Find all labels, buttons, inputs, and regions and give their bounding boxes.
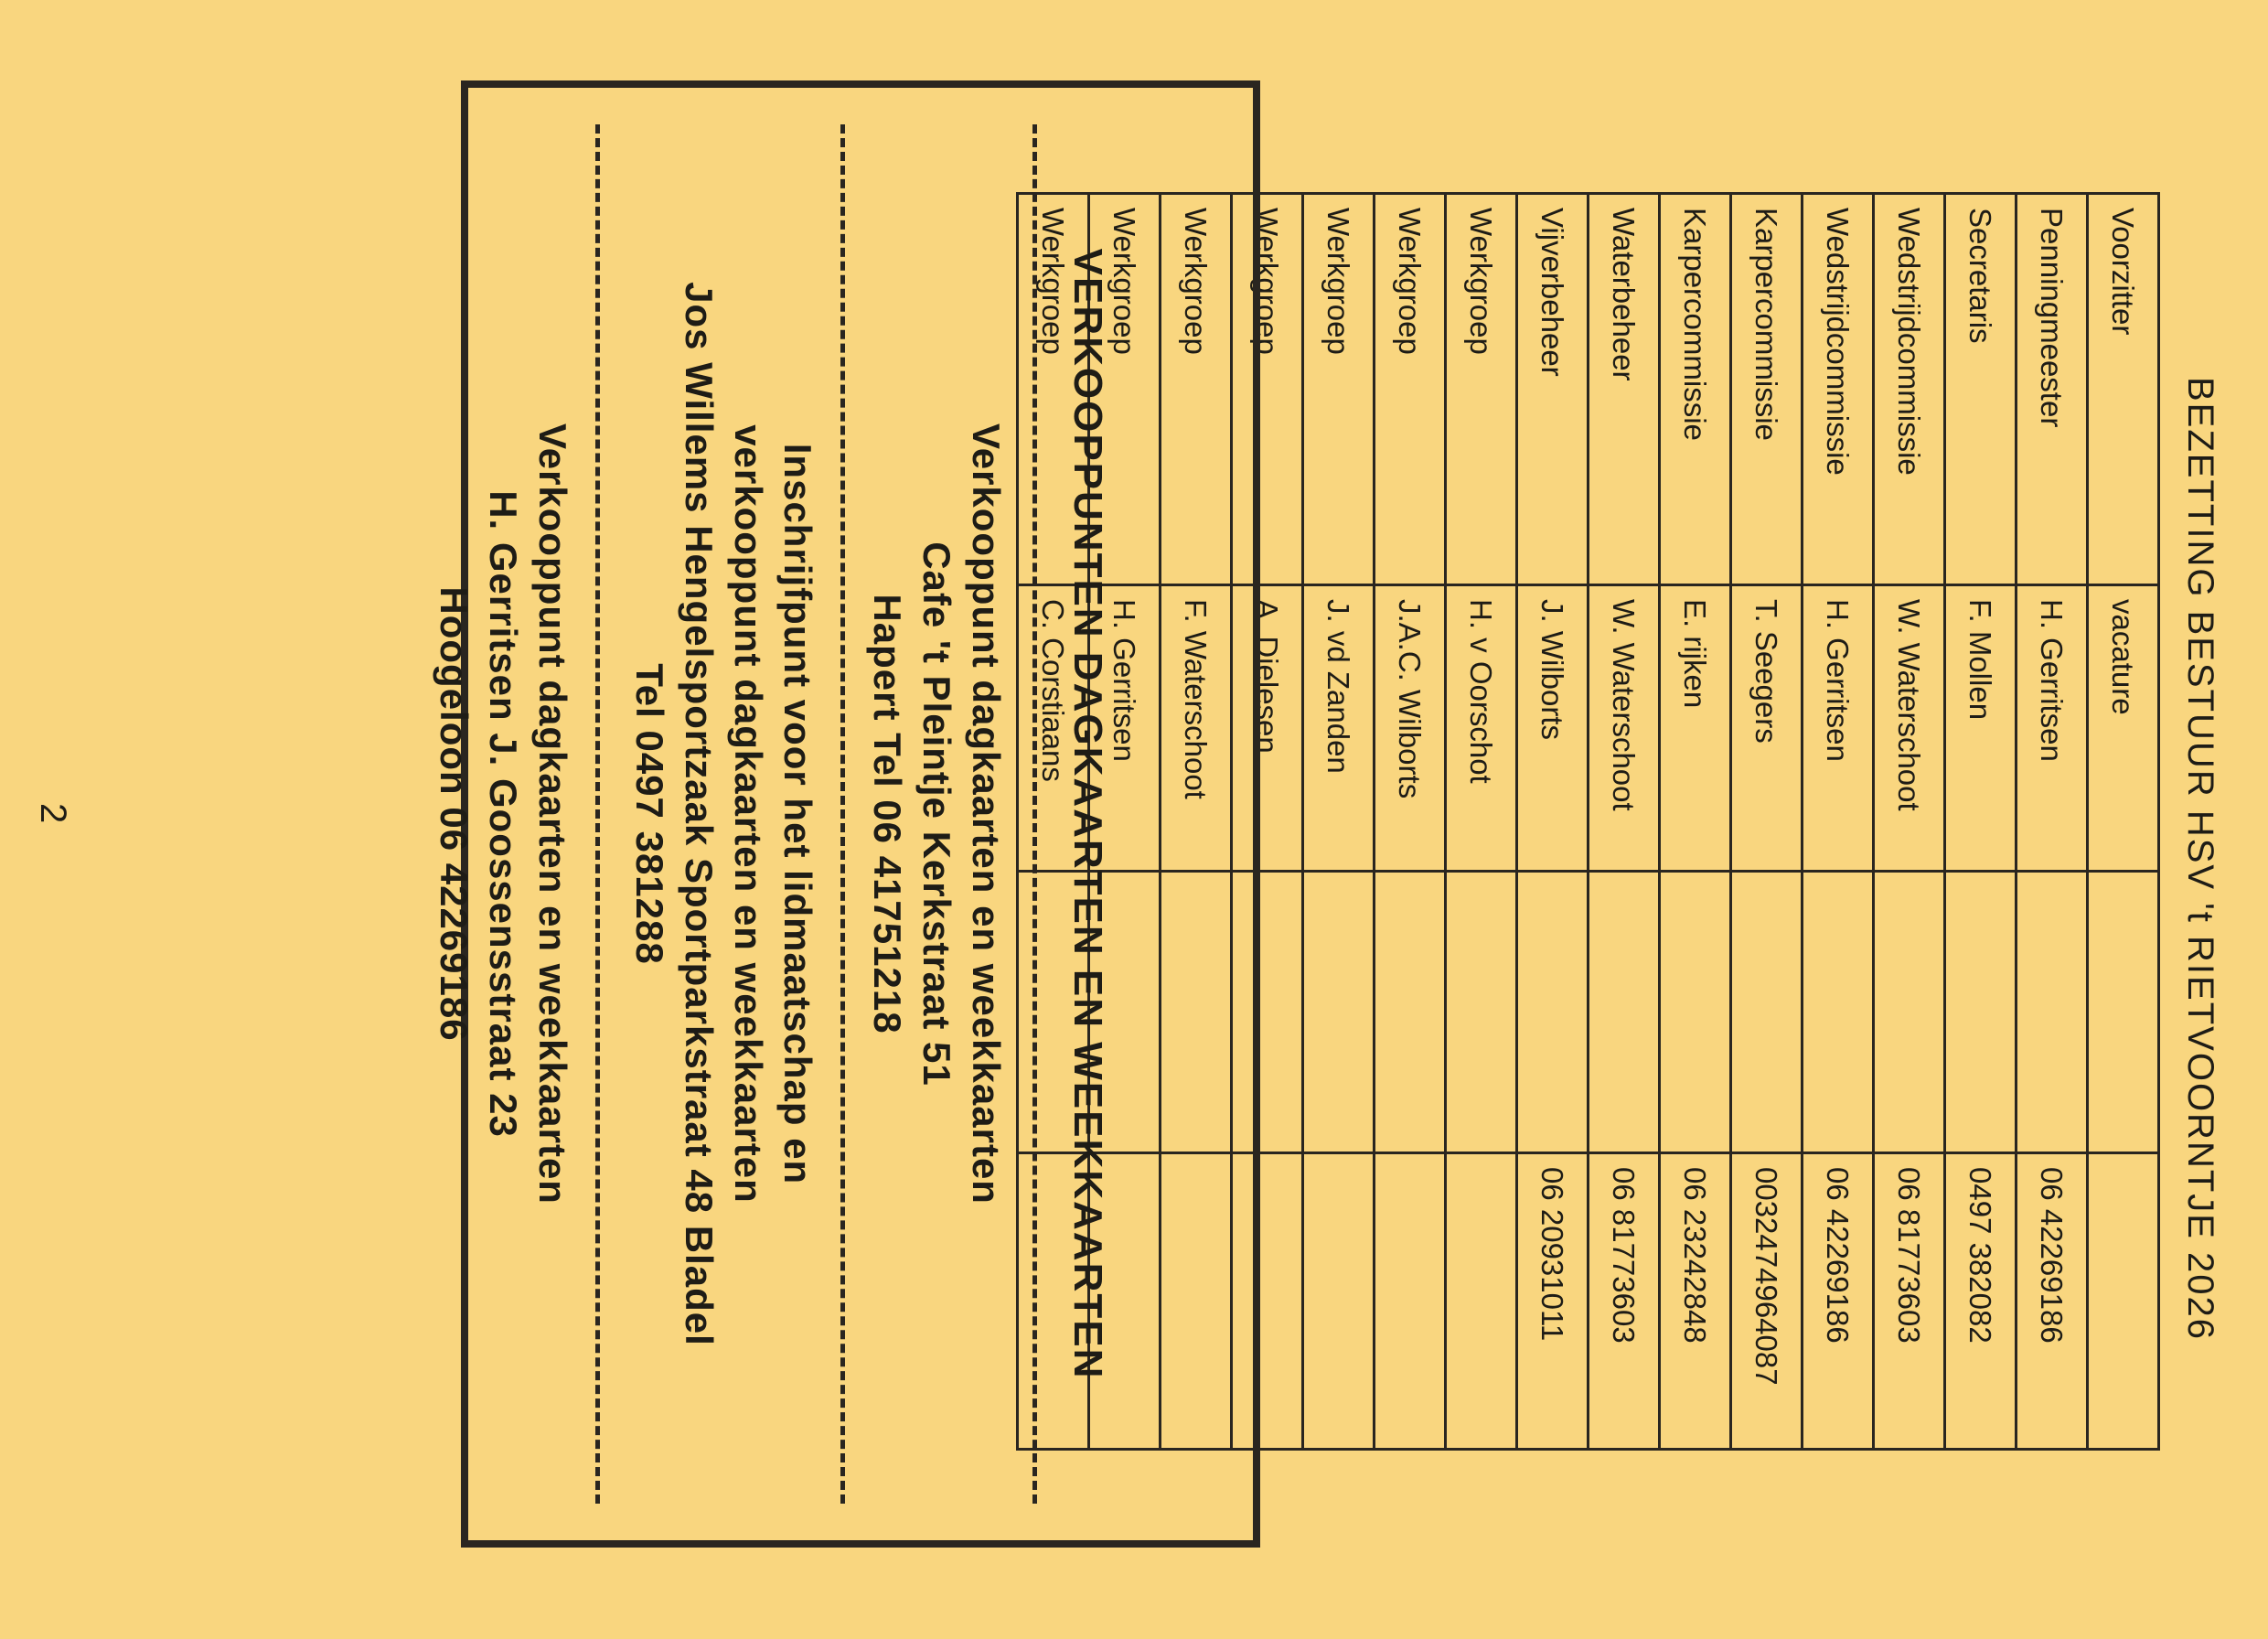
role-cell: Karpercommissie xyxy=(1660,194,1731,585)
role-cell: Werkgroep xyxy=(1161,194,1232,585)
empty-cell xyxy=(1446,872,1517,1153)
name-cell: W. Waterschoot xyxy=(1589,585,1660,872)
phone-cell: 06 81773603 xyxy=(1589,1153,1660,1450)
role-cell: Werkgroep xyxy=(1018,194,1089,585)
sales-points-box xyxy=(461,80,1260,1548)
divider xyxy=(595,124,600,1504)
empty-cell xyxy=(1375,872,1446,1153)
divider xyxy=(1032,124,1037,1504)
table-row xyxy=(1731,194,1803,1450)
name-cell: H. Gerritsen xyxy=(1803,585,1874,872)
name-cell: F. Waterschoot xyxy=(1161,585,1232,872)
table-row xyxy=(1945,194,2017,1450)
phone-cell: 06 42269186 xyxy=(1803,1153,1874,1450)
sales-points-title: VERKOOPPUNTEN DAGKAARTEN EN WEEKKAARTEN xyxy=(1065,248,1110,1380)
block2-line: verkooppunt dagkaarten en weekkaarten xyxy=(727,424,770,1204)
name-cell: T. Seegers xyxy=(1731,585,1803,872)
block3-line: Hoogeloon 06 42269186 xyxy=(433,586,476,1042)
empty-cell xyxy=(2088,872,2159,1153)
empty-cell xyxy=(1660,872,1731,1153)
page-title: BEZETTING BESTUUR HSV 't RIETVOORNTJE 2026 xyxy=(2180,377,2220,1342)
table-row xyxy=(1874,194,1945,1450)
phone-cell: 06 42269186 xyxy=(2017,1153,2088,1450)
table-row xyxy=(1517,194,1589,1450)
empty-cell xyxy=(1945,872,2017,1153)
phone-cell: 06 23242848 xyxy=(1660,1153,1731,1450)
name-cell: H. v Oorschot xyxy=(1446,585,1517,872)
empty-cell xyxy=(1303,872,1375,1153)
empty-cell xyxy=(1731,872,1803,1153)
table-row xyxy=(1589,194,1660,1450)
table-row xyxy=(1660,194,1731,1450)
table-row xyxy=(1446,194,1517,1450)
phone-cell: 06 20931011 xyxy=(1517,1153,1589,1450)
role-cell: Werkgroep xyxy=(1446,194,1517,585)
role-cell: Vijverbeheer xyxy=(1517,194,1589,585)
name-cell: W. Waterschoot xyxy=(1874,585,1945,872)
empty-cell xyxy=(1589,872,1660,1153)
role-cell: Wedstrijdcommissie xyxy=(1874,194,1945,585)
phone-cell xyxy=(2088,1153,2159,1450)
page-number: 2 xyxy=(33,803,73,824)
name-cell: J. vd Zanden xyxy=(1303,585,1375,872)
name-cell: F. Mollen xyxy=(1945,585,2017,872)
name-cell: J.A.C. Wilborts xyxy=(1375,585,1446,872)
name-cell: J. Wilborts xyxy=(1517,585,1589,872)
phone-cell xyxy=(1375,1153,1446,1450)
block2-line: Jos Willems Hengelsportzaak Sportparkstraat 48 Bladel xyxy=(678,282,721,1346)
empty-cell xyxy=(1803,872,1874,1153)
role-cell: Secretaris xyxy=(1945,194,2017,585)
divider xyxy=(840,124,845,1504)
phone-cell: 0032474964087 xyxy=(1731,1153,1803,1450)
role-cell: Voorzitter xyxy=(2088,194,2159,585)
name-cell: vacature xyxy=(2088,585,2159,872)
block2-line: Tel 0497 381288 xyxy=(628,663,671,965)
table-row xyxy=(1375,194,1446,1450)
phone-cell xyxy=(1303,1153,1375,1450)
empty-cell xyxy=(1517,872,1589,1153)
role-cell: Werkgroep xyxy=(1089,194,1161,585)
name-cell: E. rijken xyxy=(1660,585,1731,872)
name-cell: C. Corstiaans xyxy=(1018,585,1089,872)
role-cell: Werkgroep xyxy=(1232,194,1303,585)
block1-line: Hapert Tel 06 41751218 xyxy=(866,594,909,1034)
name-cell: A. Dielesen xyxy=(1232,585,1303,872)
empty-cell xyxy=(2017,872,2088,1153)
block3-line: H. Gerritsen J. Goossensstraat 23 xyxy=(482,490,525,1138)
role-cell: Wedstrijdcommissie xyxy=(1803,194,1874,585)
name-cell: H. Gerritsen xyxy=(2017,585,2088,872)
role-cell: Penningmeester xyxy=(2017,194,2088,585)
name-cell: H. Gerritsen xyxy=(1089,585,1161,872)
phone-cell: 0497 382082 xyxy=(1945,1153,2017,1450)
role-cell: Karpercommissie xyxy=(1731,194,1803,585)
table-row xyxy=(1303,194,1375,1450)
table-row xyxy=(2088,194,2159,1450)
role-cell: Werkgroep xyxy=(1303,194,1375,585)
phone-cell: 06 81773603 xyxy=(1874,1153,1945,1450)
table-row xyxy=(2017,194,2088,1450)
role-cell: Waterbeheer xyxy=(1589,194,1660,585)
empty-cell xyxy=(1874,872,1945,1153)
block1-line: Verkooppunt dagkaarten en weekkaarten xyxy=(965,423,1008,1205)
block2-line: Inschrijfpunt voor het lidmaatschap en xyxy=(776,443,819,1185)
block1-line: Cafe 't Pleintje Kerkstraat 51 xyxy=(915,541,958,1087)
block3-line: Verkooppunt dagkaarten en weekkaarten xyxy=(531,423,574,1205)
phone-cell xyxy=(1446,1153,1517,1450)
role-cell: Werkgroep xyxy=(1375,194,1446,585)
table-row xyxy=(1803,194,1874,1450)
